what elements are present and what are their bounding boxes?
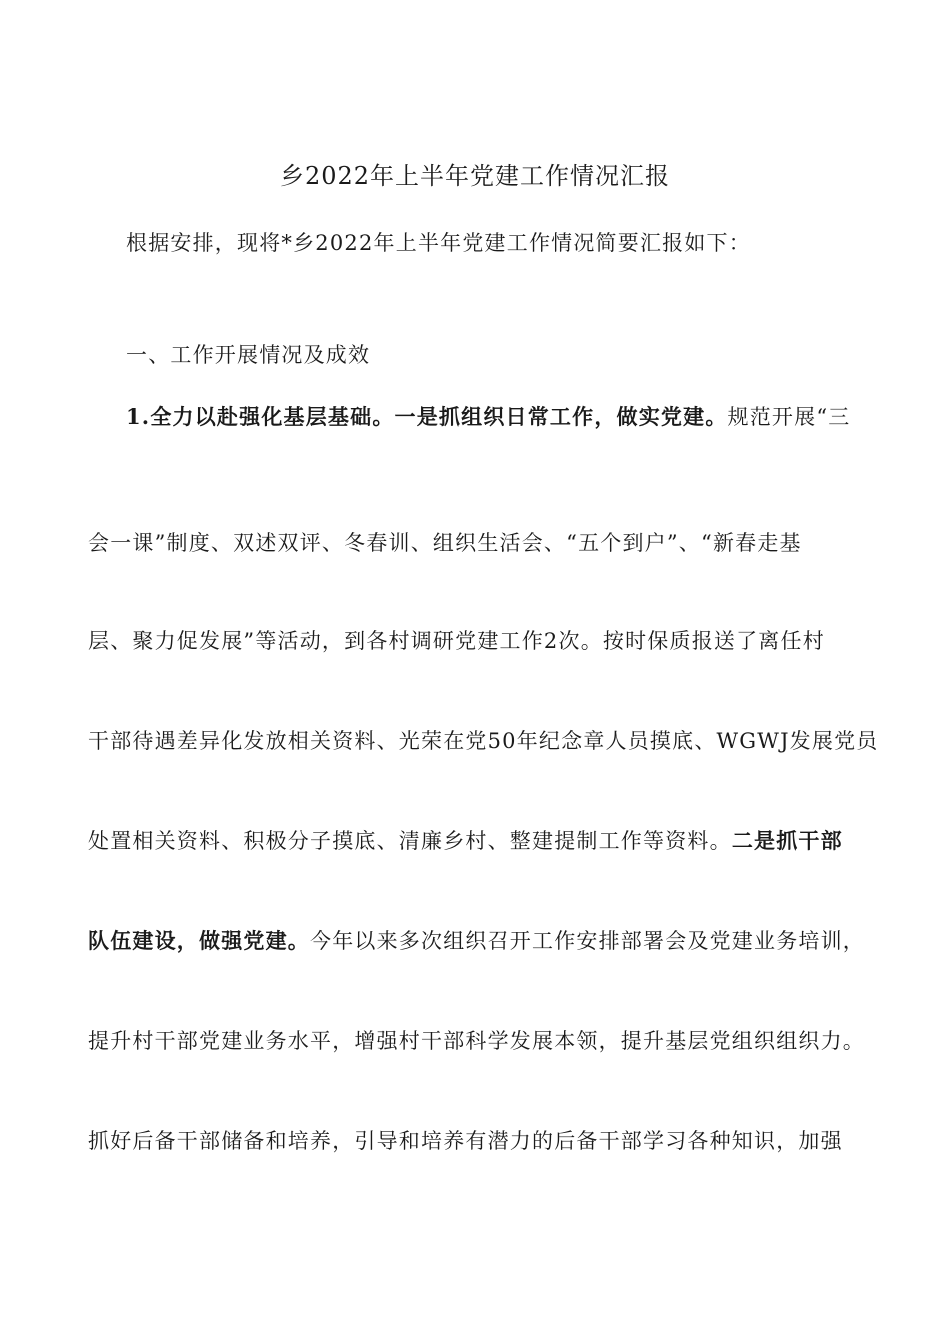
paragraph-line-7: 提升村干部党建业务水平，增强村干部科学发展本领，提升基层党组织组织力。 [88,1029,865,1053]
intro-paragraph: 根据安排，现将*乡2022年上半年党建工作情况简要汇报如下： [126,231,751,255]
document-title: 乡2022年上半年党建工作情况汇报 [279,162,671,190]
section-heading-1: 一、工作开展情况及成效 [126,343,371,367]
paragraph-line-8: 抓好后备干部储备和培养，引导和培养有潜力的后备干部学习各种知识，加强 [88,1129,843,1153]
subheading-bold-text: 队伍建设，做强党建。 [88,928,310,953]
paragraph-line-6 [88,926,864,956]
body-text: 今年以来多次组织召开工作安排部署会及党建业务培训， [310,929,865,953]
paragraph-line-2: 会一课”制度、双述双评、冬春训、组织生活会、“五个到户”、“新春走基 [88,531,802,555]
paragraph-line-4: 干部待遇差异化发放相关资料、光荣在党50年纪念章人员摸底、WGWJ发展党员 [88,729,879,753]
subheading-bold-text: 1.全力以赴强化基层基础。一是抓组织日常工作，做实党建。 [126,404,728,429]
subheading-bold-text: 二是抓干部 [731,828,843,853]
body-text: 规范开展“三 [727,405,851,429]
paragraph-line-5 [88,826,864,856]
paragraph-line-3: 层、聚力促发展”等活动，到各村调研党建工作2次。按时保质报送了离任村 [88,629,825,653]
body-text: 处置相关资料、积极分子摸底、清廉乡村、整建提制工作等资料。 [88,829,732,853]
paragraph-line-1 [126,402,864,432]
